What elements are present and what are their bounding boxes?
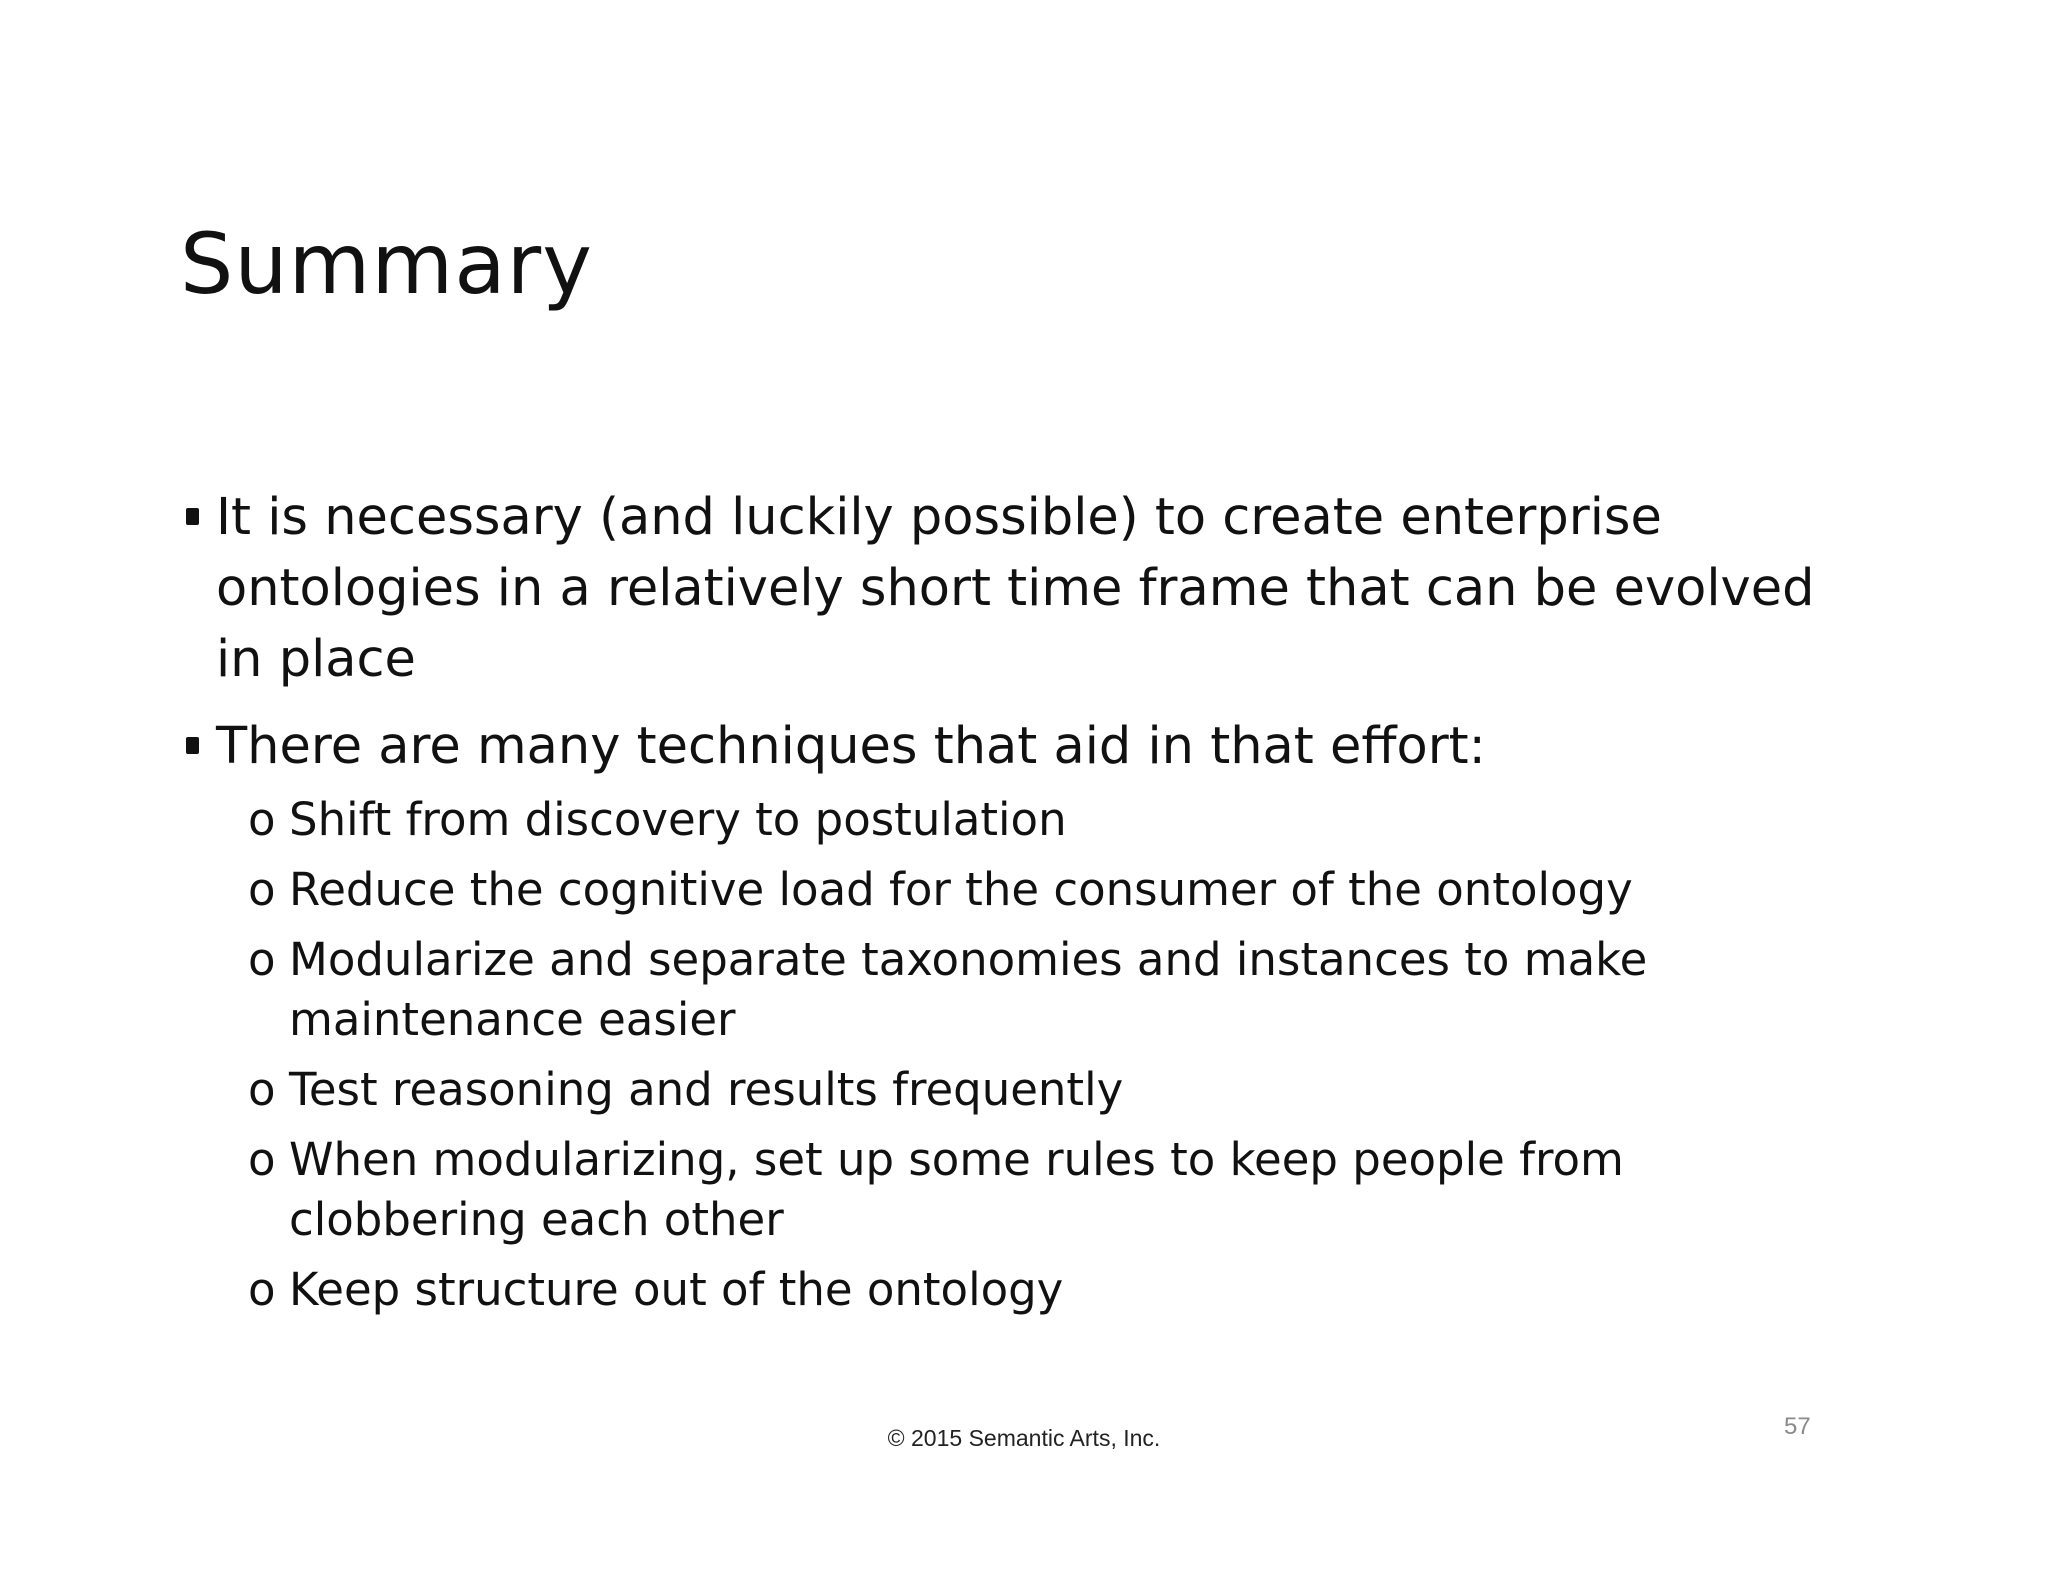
circle-bullet-icon: o: [248, 1063, 276, 1116]
copyright-footer: © 2015 Semantic Arts, Inc.: [887, 1425, 1161, 1451]
sub-bullet-item: [248, 930, 1860, 1050]
circle-bullet-icon: o: [248, 793, 276, 846]
sub-bullet-text: When modularizing, set up some rules to keep people from clobbering each other: [289, 1133, 1624, 1246]
sub-bullet-text: Modularize and separate taxonomies and instances to make maintenance easier: [289, 933, 1648, 1046]
sub-bullet-item: [248, 1060, 1860, 1120]
square-bullet-icon: [186, 508, 199, 525]
circle-bullet-icon: o: [248, 1133, 276, 1186]
sub-bullet-text: Test reasoning and results frequently: [289, 1063, 1124, 1116]
bullet-item: [180, 482, 1860, 695]
sub-bullet-text: Reduce the cognitive load for the consumer of the ontology: [289, 863, 1633, 916]
slide-body: [180, 482, 1860, 1330]
page-number: 57: [1784, 1413, 1811, 1440]
sub-bullet-item: [248, 1260, 1860, 1320]
bullet-text: There are many techniques that aid in that effort:: [216, 717, 1486, 776]
circle-bullet-icon: o: [248, 863, 276, 916]
sub-bullet-text: Shift from discovery to postulation: [289, 793, 1067, 846]
circle-bullet-icon: o: [248, 933, 276, 986]
sub-bullet-item: [248, 790, 1860, 850]
square-bullet-icon: [186, 737, 199, 754]
sub-bullet-list: [248, 790, 1860, 1320]
sub-bullet-item: [248, 1130, 1860, 1250]
circle-bullet-icon: o: [248, 1263, 276, 1316]
bullet-item: [180, 711, 1860, 782]
sub-bullet-text: Keep structure out of the ontology: [289, 1263, 1064, 1316]
bullet-text: It is necessary (and luckily possible) to create enterprise ontologies in a relatively short time frame that can be evolved in place: [216, 488, 1815, 689]
sub-bullet-item: [248, 860, 1860, 920]
slide-title: Summary: [180, 215, 593, 313]
